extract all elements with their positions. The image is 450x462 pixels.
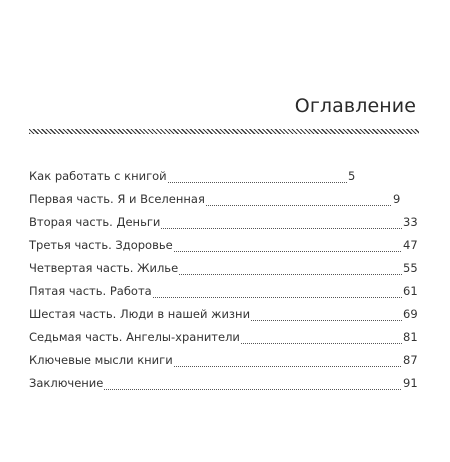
table-of-contents — [29, 168, 429, 398]
toc-entry — [29, 352, 429, 375]
dot-leader — [104, 389, 402, 390]
toc-entry — [29, 260, 429, 283]
toc-entry — [29, 237, 429, 260]
dot-leader — [179, 274, 402, 275]
page-title: Оглавление — [294, 95, 416, 117]
dot-leader — [153, 297, 402, 298]
toc-entry — [29, 306, 429, 329]
dot-leader — [174, 366, 402, 367]
toc-entry-title: Пятая часть. Работа — [29, 284, 152, 298]
toc-entry-page-number: 81 — [403, 330, 418, 344]
toc-entry — [29, 375, 429, 398]
toc-entry — [29, 168, 429, 191]
toc-entry-page-number: 69 — [403, 307, 418, 321]
dot-leader — [206, 205, 392, 206]
dot-leader — [174, 251, 402, 252]
hatched-divider — [29, 129, 419, 134]
toc-entry-page-number: 61 — [403, 284, 418, 298]
dot-leader — [161, 228, 402, 229]
toc-entry-page-number: 55 — [403, 261, 418, 275]
toc-entry-title: Ключевые мысли книги — [29, 353, 173, 367]
dot-leader — [241, 343, 402, 344]
dot-leader — [168, 182, 347, 183]
toc-entry-title: Четвертая часть. Жилье — [29, 261, 179, 275]
toc-entry-title: Как работать с книгой — [29, 169, 167, 183]
toc-entry — [29, 283, 429, 306]
toc-entry-title: Третья часть. Здоровье — [29, 238, 173, 252]
toc-entry-page-number: 47 — [403, 238, 418, 252]
toc-entry-page-number: 91 — [403, 376, 418, 390]
toc-entry-page-number: 9 — [393, 192, 401, 206]
toc-entry-page-number: 5 — [348, 169, 356, 183]
toc-entry-title: Вторая часть. Деньги — [29, 215, 161, 229]
toc-entry — [29, 191, 429, 214]
toc-entry-title: Шестая часть. Люди в нашей жизни — [29, 307, 251, 321]
toc-entry-page-number: 33 — [403, 215, 418, 229]
toc-entry-title: Первая часть. Я и Вселенная — [29, 192, 205, 206]
toc-entry — [29, 214, 429, 237]
toc-entry-page-number: 87 — [403, 353, 418, 367]
toc-entry-title: Заключение — [29, 376, 104, 390]
toc-entry — [29, 329, 429, 352]
toc-entry-title: Седьмая часть. Ангелы-хранители — [29, 330, 240, 344]
dot-leader — [251, 320, 402, 321]
